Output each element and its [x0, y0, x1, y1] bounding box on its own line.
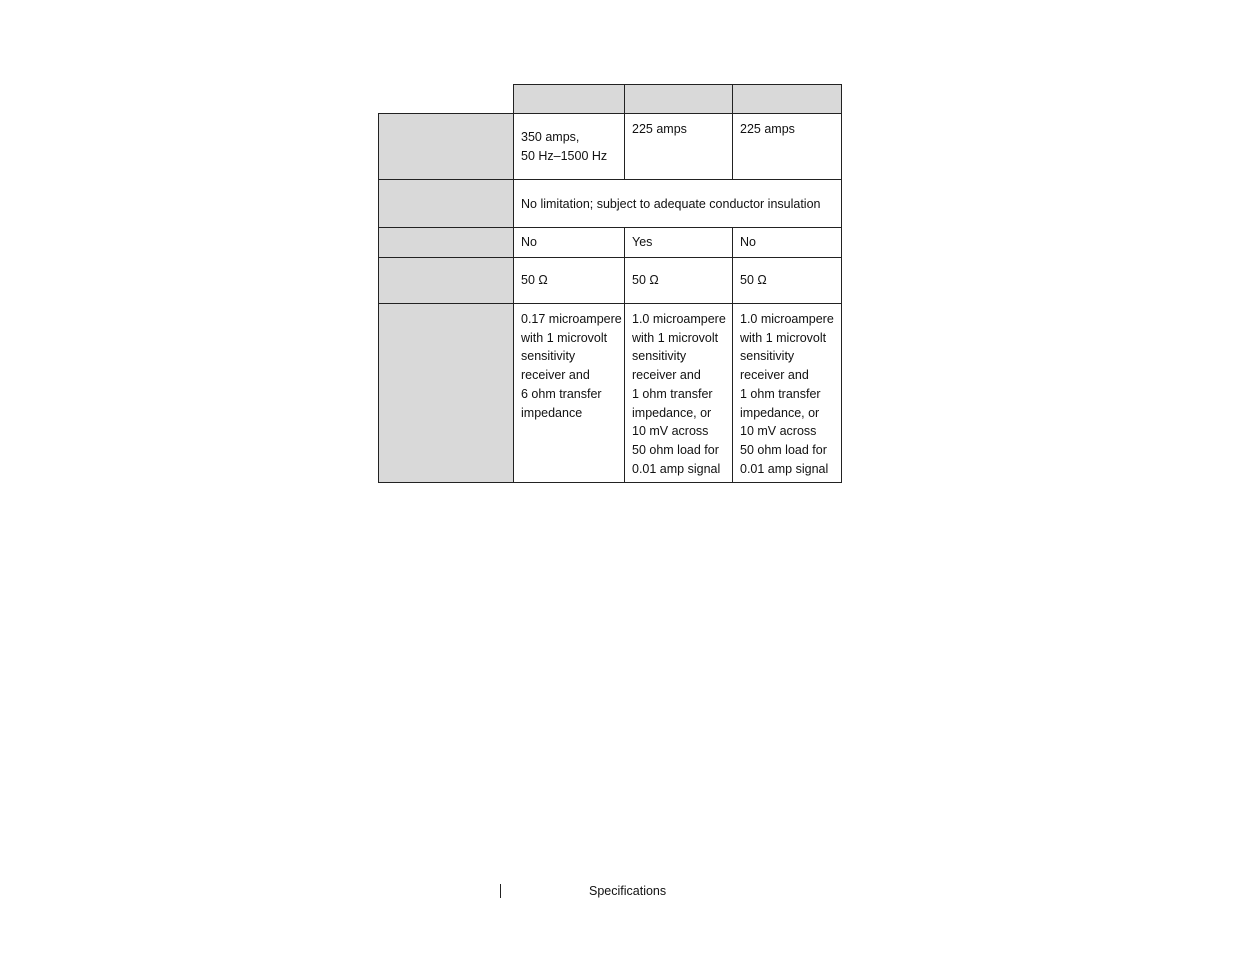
max-current-cell-3: 225 amps — [732, 113, 842, 180]
max-current-cell-1: 350 amps, 50 Hz–1500 Hz — [513, 113, 625, 180]
yes-no-cell-1: No — [513, 227, 625, 258]
sensitivity-cell-2: 1.0 microampere with 1 microvolt sensitivity receiver and 1 ohm transfer impedance, or 10 mV across 50 ohm load for 0.01 amp signal — [624, 303, 733, 483]
row-label-cell — [378, 179, 514, 228]
header-cell-1 — [513, 84, 625, 114]
row-label-cell — [378, 113, 514, 180]
row-label-cell — [378, 303, 514, 483]
footer-divider — [500, 884, 501, 898]
max-current-cell-2: 225 amps — [624, 113, 733, 180]
voltage-merged-cell: No limitation; subject to adequate conductor insulation — [513, 179, 842, 228]
impedance-cell-2: 50 Ω — [624, 257, 733, 304]
yes-no-cell-3: No — [732, 227, 842, 258]
row-label-cell — [378, 227, 514, 258]
header-cell-3 — [732, 84, 842, 114]
sensitivity-cell-1: 0.17 microampere with 1 microvolt sensitivity receiver and 6 ohm transfer impedance — [513, 303, 625, 483]
sensitivity-cell-3: 1.0 microampere with 1 microvolt sensitivity receiver and 1 ohm transfer impedance, or 10 mV across 50 ohm load for 0.01 amp signal — [732, 303, 842, 483]
yes-no-cell-2: Yes — [624, 227, 733, 258]
row-label-cell — [378, 257, 514, 304]
header-cell-2 — [624, 84, 733, 114]
impedance-cell-1: 50 Ω — [513, 257, 625, 304]
impedance-cell-3: 50 Ω — [732, 257, 842, 304]
footer-section-title: Specifications — [589, 884, 667, 898]
